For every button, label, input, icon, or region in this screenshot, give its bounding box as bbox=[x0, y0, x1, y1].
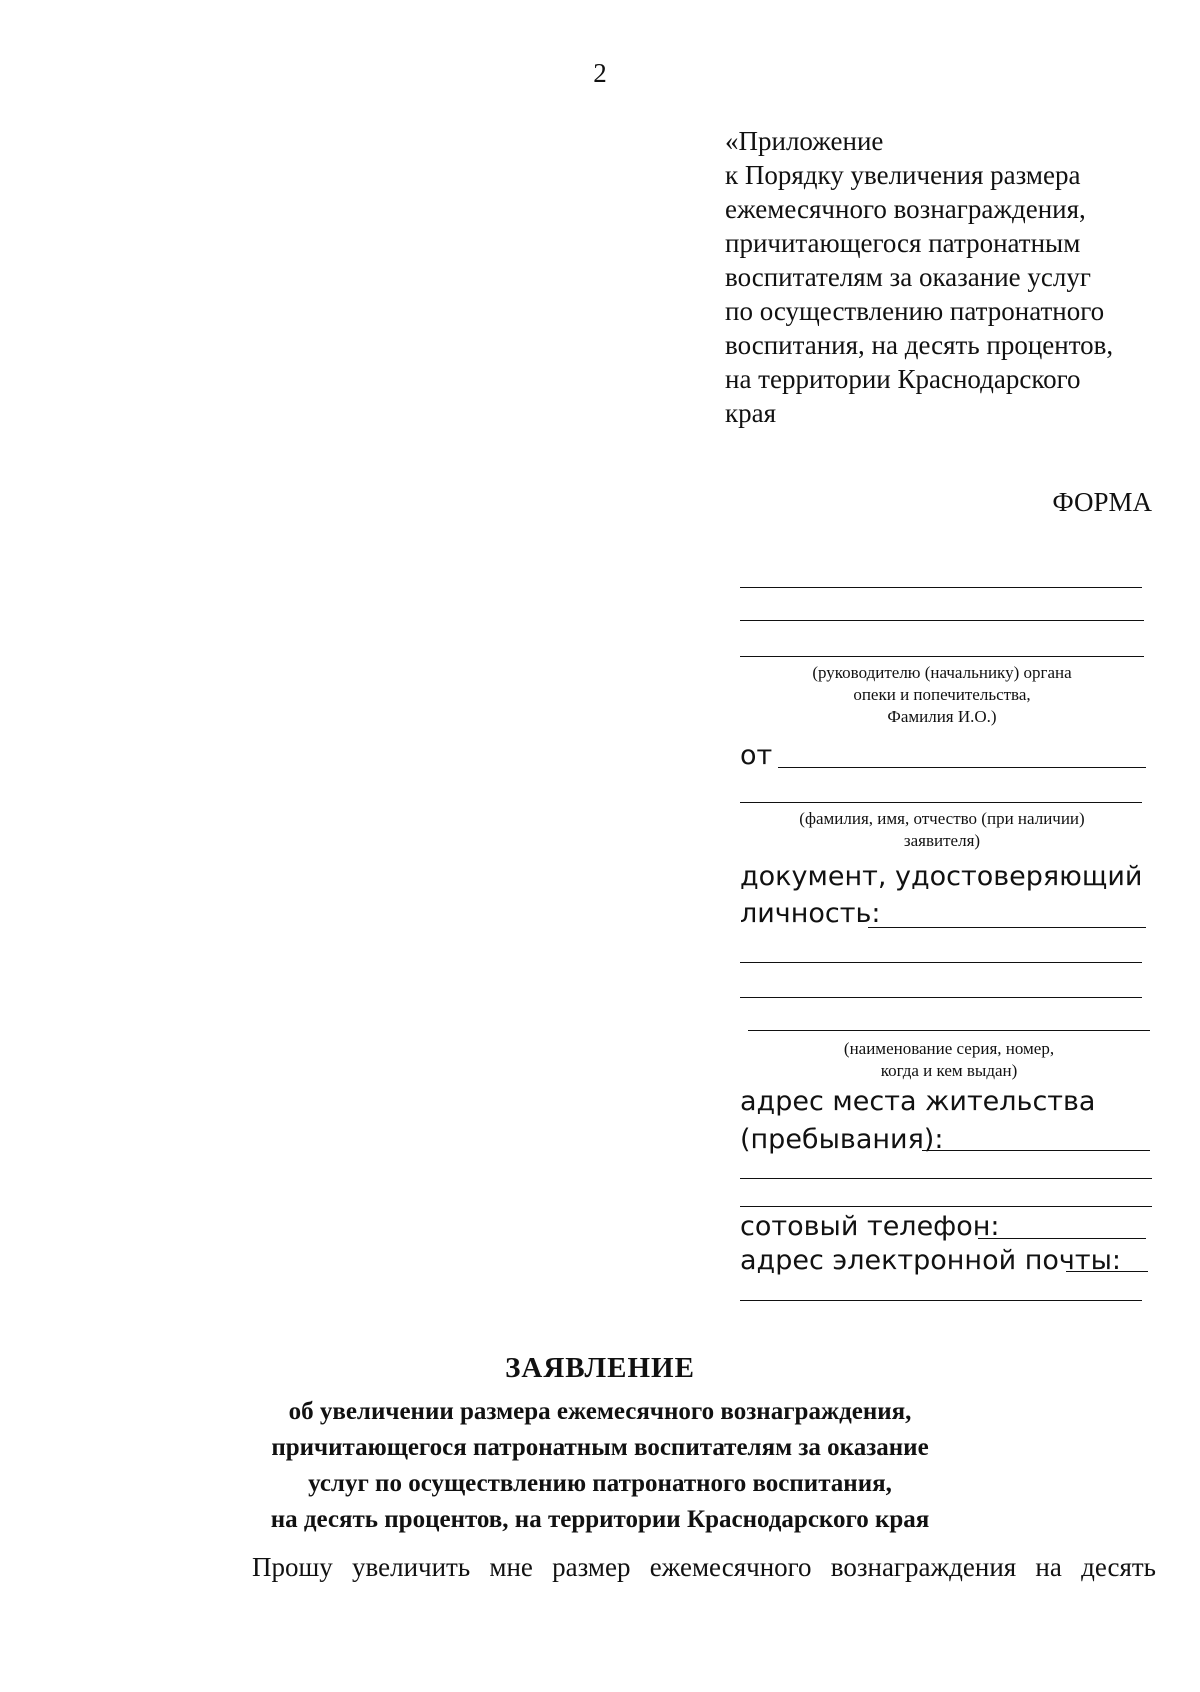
addressee-blank-line[interactable] bbox=[740, 587, 1142, 588]
applicant-blank-line[interactable] bbox=[740, 802, 1142, 803]
address-label: адрес места жительства bbox=[740, 1086, 1096, 1117]
appendix-line: причитающегося патронатным bbox=[725, 228, 1081, 258]
applicant-note: (фамилия, имя, отчество (при наличии) заявителя) bbox=[799, 809, 1085, 850]
body-text: Прошу увеличить мне размер ежемесячного вознаграждения на десять bbox=[252, 1552, 1156, 1582]
identity-blank-line[interactable] bbox=[748, 1030, 1150, 1031]
appendix-header bbox=[725, 124, 1165, 430]
appendix-line: воспитателям за оказание услуг bbox=[725, 262, 1091, 292]
appendix-line: по осуществлению патронатного bbox=[725, 296, 1105, 326]
addressee-note: (руководителю (начальнику) органа опеки и попечительства, Фамилия И.О.) bbox=[812, 663, 1072, 726]
addressee-blank-line[interactable] bbox=[740, 620, 1144, 621]
email-label: адрес электронной почты: bbox=[740, 1245, 1121, 1276]
identity-blank-line[interactable] bbox=[740, 997, 1142, 998]
appendix-line: к Порядку увеличения размера bbox=[725, 160, 1081, 190]
appendix-line: ежемесячного вознаграждения, bbox=[725, 194, 1086, 224]
identity-blank-line[interactable] bbox=[740, 962, 1142, 963]
identity-document-label: документ, удостоверяющий bbox=[740, 861, 1143, 892]
address-blank-line[interactable] bbox=[922, 1150, 1150, 1151]
document-title: ЗАЯВЛЕНИЕ bbox=[505, 1352, 695, 1384]
appendix-line: края bbox=[725, 398, 777, 428]
phone-blank-line[interactable] bbox=[978, 1238, 1146, 1239]
addressee-blank-line[interactable] bbox=[740, 656, 1144, 657]
appendix-line: «Приложение bbox=[725, 126, 884, 156]
identity-document-label-2: личность: bbox=[740, 898, 881, 929]
document-note: (наименование серия, номер, когда и кем выдан) bbox=[843, 1039, 1055, 1080]
address-blank-line[interactable] bbox=[740, 1206, 1152, 1207]
identity-blank-line[interactable] bbox=[868, 927, 1146, 928]
address-blank-line[interactable] bbox=[740, 1178, 1152, 1179]
appendix-line: воспитания, на десять процентов, bbox=[725, 330, 1114, 360]
page-number: 2 bbox=[593, 58, 607, 88]
phone-label: сотовый телефон: bbox=[740, 1211, 1000, 1242]
from-blank-line[interactable] bbox=[778, 767, 1146, 768]
appendix-line: на территории Краснодарского bbox=[725, 364, 1081, 394]
address-label-2: (пребывания): bbox=[740, 1124, 944, 1155]
document-subtitle: об увеличении размера ежемесячного вознаграждения, причитающегося патронатным воспитателям за оказание услуг по осуществлению патронатного воспитания, на десять процентов, на территории Краснодарского края bbox=[270, 1398, 930, 1533]
form-label: ФОРМА bbox=[1052, 487, 1152, 517]
email-blank-line[interactable] bbox=[740, 1300, 1142, 1301]
from-label: от bbox=[740, 740, 773, 771]
email-blank-line[interactable] bbox=[1066, 1271, 1148, 1272]
